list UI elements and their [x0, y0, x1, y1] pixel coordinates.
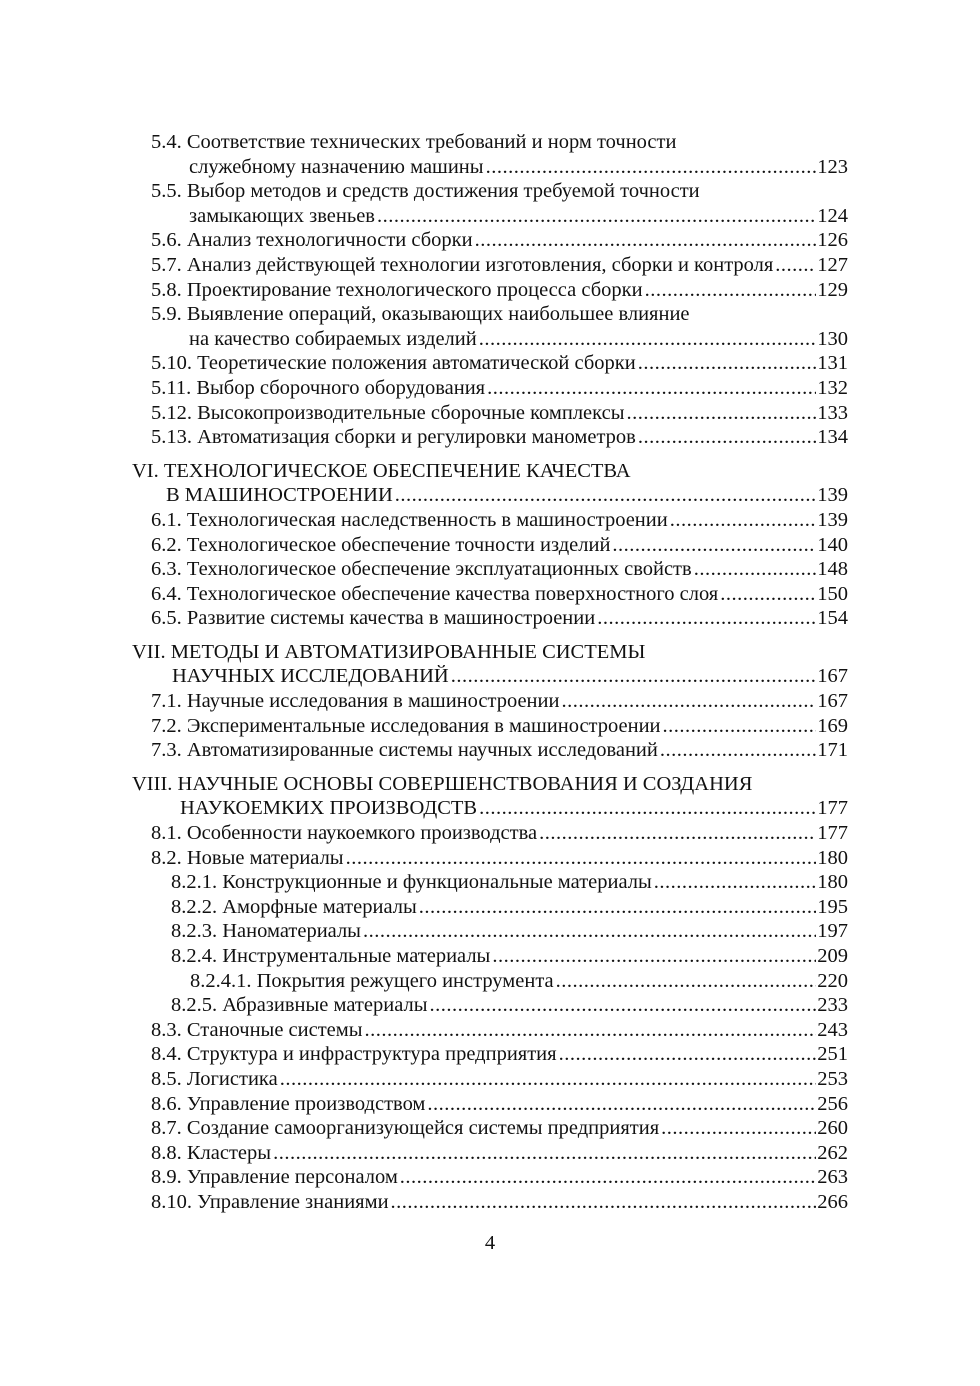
toc-entry-6-1 — [0, 508, 980, 533]
toc-page-number: 180 — [817, 846, 848, 869]
toc-entry-8-9 — [0, 1165, 980, 1190]
toc-entry-title: 8.2.4.1. Покрытия режущего инструмента — [190, 969, 554, 992]
leader-dots — [395, 483, 816, 508]
toc-page-number: 209 — [817, 945, 848, 967]
toc-page-number: 139 — [817, 508, 848, 531]
toc-page-number: 251 — [817, 1043, 848, 1066]
leader-dots — [626, 401, 816, 426]
toc-entry-8-2 — [0, 846, 980, 871]
toc-entry-5-5-line1 — [0, 179, 980, 204]
toc-page-number: 131 — [817, 352, 848, 375]
toc-entry-title: 5.4. Соответствие технических требований и норм точности — [151, 131, 677, 153]
toc-entry-8-2-5 — [0, 993, 980, 1018]
toc-entry-title: 8.4. Структура и инфраструктура предприятия — [151, 1043, 557, 1066]
toc-entry-title: 8.2.2. Аморфные материалы — [171, 895, 417, 918]
leader-dots — [479, 327, 817, 352]
toc-section-heading: VII. МЕТОДЫ И АВТОМАТИЗИРОВАННЫЕ СИСТЕМЫ — [132, 640, 646, 663]
toc-page-number: 256 — [817, 1092, 848, 1115]
section-gap — [0, 763, 980, 772]
toc-entry-title: 5.7. Анализ действующей технологии изготовления, сборки и контроля — [151, 253, 774, 276]
toc-entry-title: 7.3. Автоматизированные системы научных исследований — [151, 739, 658, 762]
toc-entry-title: 8.2.3. Наноматериалы — [171, 920, 361, 943]
toc-entry-5-6 — [0, 228, 980, 253]
toc-page-number: 167 — [817, 690, 848, 713]
leader-dots — [597, 606, 816, 631]
leader-dots — [427, 1092, 816, 1117]
toc-entry-title: 7.1. Научные исследования в машиностроении — [151, 690, 560, 713]
leader-dots — [429, 993, 816, 1018]
toc-page-number: 129 — [817, 278, 848, 301]
toc-entry-title: 8.2.4. Инструментальные материалы — [171, 945, 491, 967]
toc-page-number: 130 — [817, 327, 848, 350]
toc-entry-title: 8.10. Управление знаниями — [151, 1190, 389, 1213]
toc-entry-title: 8.9. Управление персоналом — [151, 1166, 398, 1189]
toc-entry-7-2 — [0, 714, 980, 739]
leader-dots — [400, 1165, 816, 1190]
toc-page-number: 177 — [817, 822, 848, 845]
leader-dots — [670, 508, 817, 533]
toc-entry-8-8 — [0, 1141, 980, 1166]
toc-entry-title: 8.6. Управление производством — [151, 1092, 426, 1115]
toc-entry-8-2-3 — [0, 919, 980, 944]
toc-page-number: 233 — [817, 994, 848, 1017]
leader-dots — [654, 870, 817, 895]
toc-entry-title: 8.5. Логистика — [151, 1067, 278, 1090]
toc-page-number: 171 — [817, 739, 848, 762]
toc-section-heading: VI. ТЕХНОЛОГИЧЕСКОЕ ОБЕСПЕЧЕНИЕ КАЧЕСТВА — [132, 459, 631, 482]
toc-section-heading: НАУКОЕМКИХ ПРОИЗВОДСТВ — [180, 797, 478, 820]
toc-entry-title: 6.1. Технологическая наследственность в машиностроении — [151, 508, 668, 531]
leader-dots — [377, 204, 816, 229]
toc-entry-8-7 — [0, 1116, 980, 1141]
toc-entry-6-2 — [0, 533, 980, 558]
toc-page-number: 197 — [817, 920, 848, 943]
toc-entry-5-8 — [0, 278, 980, 303]
section-gap — [0, 631, 980, 640]
leader-dots — [556, 969, 817, 994]
leader-dots — [363, 919, 816, 944]
toc-page-number: 169 — [817, 714, 848, 737]
toc-entry-8-2-4 — [0, 944, 980, 969]
toc-page-number: 253 — [817, 1067, 848, 1090]
leader-dots — [451, 664, 817, 689]
toc-entry-8-2-1 — [0, 870, 980, 895]
toc-page-number: 180 — [817, 871, 848, 894]
toc-entry-title: 8.3. Станочные системы — [151, 1018, 363, 1041]
toc-page-number: 262 — [817, 1141, 848, 1164]
toc-entry-5-4-line1 — [0, 130, 980, 155]
leader-dots — [365, 1018, 817, 1043]
page-number: 4 — [484, 1232, 496, 1254]
toc-entry-title: 5.12. Высокопроизводительные сборочные комплексы — [151, 401, 625, 424]
toc-page-number: 195 — [817, 895, 848, 918]
toc-entry-6-4 — [0, 582, 980, 607]
toc-entry-7-3 — [0, 738, 980, 763]
leader-dots — [479, 796, 816, 821]
toc-entry-title: 5.9. Выявление операций, оказывающих наибольшее влияние — [151, 303, 690, 326]
toc-entry-title: 5.6. Анализ технологичности сборки — [151, 229, 473, 252]
toc-entry-8-2-4-1 — [0, 969, 980, 994]
toc-page-number: 132 — [817, 376, 848, 399]
toc-page-number: 177 — [817, 797, 848, 820]
leader-dots — [391, 1190, 817, 1215]
toc-entry-5-5 — [0, 204, 980, 229]
section-gap — [0, 450, 980, 459]
toc-page-number: 154 — [817, 607, 848, 630]
toc-entry-title: 7.2. Экспериментальные исследования в машиностроении — [151, 714, 661, 737]
toc-entry-8-1 — [0, 821, 980, 846]
toc-entry-title: служебному назначению машины — [189, 155, 484, 178]
toc-section-6-heading-line1 — [0, 459, 980, 484]
toc-entry-5-11 — [0, 376, 980, 401]
leader-dots — [419, 895, 817, 920]
toc-entry-title: 8.2. Новые материалы — [151, 846, 344, 869]
toc-page-number: 148 — [817, 558, 848, 581]
toc-section-heading: НАУЧНЫХ ИССЛЕДОВАНИЙ — [172, 665, 449, 688]
leader-dots — [720, 582, 816, 607]
leader-dots — [539, 821, 816, 846]
toc-section-8-heading — [0, 796, 980, 821]
toc-entry-title: замыкающих звеньев — [189, 204, 375, 227]
toc-page-number: 263 — [817, 1166, 848, 1189]
toc-page-number: 167 — [817, 665, 848, 688]
leader-dots — [612, 533, 816, 558]
leader-dots — [492, 944, 816, 969]
toc-section-6-heading — [0, 483, 980, 508]
toc-entry-5-4 — [0, 155, 980, 180]
toc-section-heading: В МАШИНОСТРОЕНИИ — [166, 484, 393, 507]
leader-dots — [559, 1042, 817, 1067]
leader-dots — [645, 278, 817, 303]
toc-entry-title: 8.2.5. Абразивные материалы — [171, 994, 428, 1017]
toc-page-number: 243 — [817, 1018, 848, 1041]
leader-dots — [486, 155, 817, 180]
toc-section-7-heading — [0, 664, 980, 689]
toc-entry-title: 8.8. Кластеры — [151, 1141, 272, 1164]
toc-entry-title: 5.5. Выбор методов и средств достижения требуемой точности — [151, 180, 700, 203]
toc-entry-5-9 — [0, 327, 980, 352]
toc-entry-title: 5.10. Теоретические положения автоматической сборки — [151, 352, 636, 375]
toc-page-number: 123 — [817, 155, 848, 178]
toc-entry-8-4 — [0, 1042, 980, 1067]
leader-dots — [661, 1116, 816, 1141]
leader-dots — [660, 738, 816, 763]
toc-entry-8-2-2 — [0, 895, 980, 920]
toc-entry-5-7 — [0, 253, 980, 278]
leader-dots — [273, 1141, 816, 1166]
table-of-contents — [0, 130, 980, 1215]
leader-dots — [638, 351, 817, 376]
toc-page-number: 266 — [817, 1190, 848, 1213]
toc-page-number: 126 — [817, 229, 848, 252]
toc-entry-5-12 — [0, 401, 980, 426]
toc-entry-title: 8.7. Создание самоорганизующейся системы предприятия — [151, 1117, 660, 1140]
toc-entry-8-6 — [0, 1092, 980, 1117]
toc-entry-title: 6.3. Технологическое обеспечение эксплуатационных свойств — [151, 558, 692, 581]
toc-entry-title: 5.13. Автоматизация сборки и регулировки манометров — [151, 426, 636, 449]
leader-dots — [694, 557, 817, 582]
toc-entry-title: 6.4. Технологическое обеспечение качества поверхностного слоя — [151, 582, 719, 605]
leader-dots — [280, 1067, 817, 1092]
toc-entry-5-13 — [0, 425, 980, 450]
leader-dots — [346, 846, 817, 871]
toc-page-number: 133 — [817, 401, 848, 424]
toc-page-number: 124 — [817, 204, 848, 227]
toc-entry-6-3 — [0, 557, 980, 582]
toc-entry-title: на качество собираемых изделий — [189, 327, 477, 350]
toc-entry-title: 6.2. Технологическое обеспечение точности изделий — [151, 533, 611, 556]
toc-entry-6-5 — [0, 606, 980, 631]
toc-page-number: 139 — [817, 484, 848, 507]
leader-dots — [638, 425, 816, 450]
toc-entry-8-3 — [0, 1018, 980, 1043]
toc-section-heading: VIII. НАУЧНЫЕ ОСНОВЫ СОВЕРШЕНСТВОВАНИЯ И СОЗДАНИЯ — [132, 772, 753, 795]
toc-entry-title: 8.1. Особенности наукоемкого производства — [151, 822, 538, 845]
leader-dots — [775, 253, 816, 278]
toc-entry-title: 5.11. Выбор сборочного оборудования — [151, 376, 486, 399]
toc-page-number: 220 — [817, 969, 848, 992]
leader-dots — [561, 689, 816, 714]
toc-entry-7-1 — [0, 689, 980, 714]
toc-entry-title: 8.2.1. Конструкционные и функциональные материалы — [171, 871, 652, 894]
toc-page-number: 260 — [817, 1117, 848, 1140]
toc-entry-title: 6.5. Развитие системы качества в машиностроении — [151, 607, 596, 630]
toc-page-number: 134 — [817, 426, 848, 449]
toc-entry-5-10 — [0, 351, 980, 376]
leader-dots — [487, 376, 816, 401]
toc-page-number: 140 — [817, 533, 848, 556]
leader-dots — [663, 714, 817, 739]
toc-section-7-heading-line1 — [0, 640, 980, 665]
toc-entry-5-9-line1 — [0, 302, 980, 327]
toc-section-8-heading-line1 — [0, 772, 980, 797]
toc-page-number: 127 — [817, 253, 848, 276]
toc-entry-8-5 — [0, 1067, 980, 1092]
leader-dots — [475, 228, 817, 253]
toc-entry-title: 5.8. Проектирование технологического процесса сборки — [151, 278, 643, 301]
toc-page-number: 150 — [817, 582, 848, 605]
toc-entry-8-10 — [0, 1190, 980, 1215]
